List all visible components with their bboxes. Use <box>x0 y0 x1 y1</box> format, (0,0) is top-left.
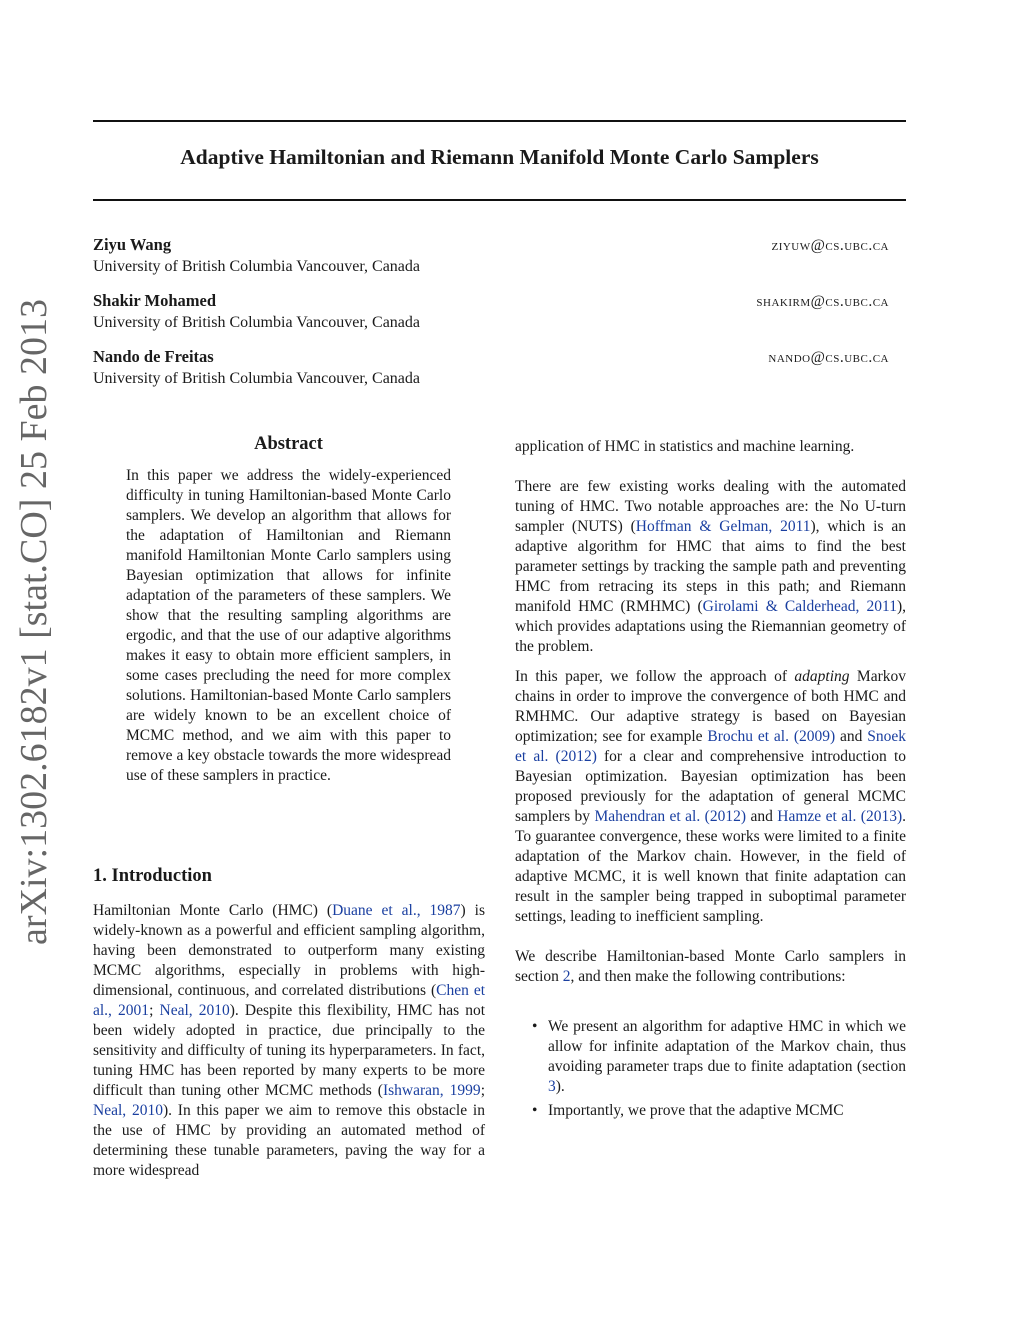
citation-link[interactable]: Hoffman & Gelman, 2011 <box>635 518 811 535</box>
author-affiliation: University of British Columbia Vancouver, Canada <box>93 258 421 275</box>
paragraph: application of HMC in statistics and machine learning. <box>515 438 855 455</box>
text-run: ). In this paper we aim to remove this obstacle in the use of HMC by providing an automated method of determining these tunable parameters, paving the way for a more widespread <box>93 1102 485 1179</box>
citation-link[interactable]: Girolami & Calderhead, 2011 <box>702 598 897 615</box>
list-item <box>515 1101 906 1121</box>
bullet-icon: • <box>532 1102 538 1119</box>
citation-link[interactable]: Snoek et al. (2012) <box>515 728 906 765</box>
citation-link[interactable]: Brochu et al. (2009) <box>707 728 836 745</box>
text-run: and <box>746 808 778 825</box>
author-name: Nando de Freitas <box>93 347 214 366</box>
text-run: In this paper, we follow the approach of <box>515 668 795 685</box>
author-block <box>93 291 889 332</box>
bullet-icon: • <box>532 1018 538 1035</box>
emphasis-text: adapting <box>794 668 850 685</box>
title-bottom-rule <box>93 199 906 201</box>
paper-title: Adaptive Hamiltonian and Riemann Manifold Monte Carlo Samplers <box>180 145 819 169</box>
citation-link[interactable]: Chen et al., 2001 <box>93 982 486 1019</box>
citation-link[interactable]: Neal, 2010 <box>159 1002 230 1019</box>
right-column <box>515 437 906 1125</box>
text-run: ). Despite this flexibility, HMC has not been widely adopted in practice, due principally to the sensitivity and difficulty of tuning its hyperparameters. In fact, tuning HMC has been reported by many experts to be more difficult than tuning other MCMC methods ( <box>93 1002 486 1099</box>
author-affiliation: University of British Columbia Vancouver, Canada <box>93 370 421 387</box>
section-link[interactable]: 2 <box>562 968 571 985</box>
text-run: ) is widely-known as a powerful and efficient sampling algorithm, having been demonstrated to outperform many existing MCMC algorithms, especially in problems with high-dimensional, continuous, and correlated distributions ( <box>93 902 486 999</box>
arxiv-identifier: arXiv:1302.6182v1 [stat.CO] 25 Feb 2013 <box>13 299 55 945</box>
text-run: We describe Hamiltonian-based Monte Carlo samplers in section <box>515 948 906 985</box>
author-email[interactable]: nando@cs.ubc.ca <box>768 349 889 366</box>
citation-link[interactable]: Neal, 2010 <box>93 1102 163 1119</box>
text-run: Markov chains in order to improve the convergence of both HMC and RMHMC. Our adaptive strategy is based on Bayesian optimization; see for example <box>515 668 907 745</box>
citation-link[interactable]: Duane et al., 1987 <box>332 902 461 919</box>
text-run: . To guarantee convergence, these works were limited to a finite adaptation of the Markov chain. However, in the field of adaptive MCMC, it is well known that finite adaptation can result in the sampler being trapped in suboptimal parameter settings, leading to inefficient sampling. <box>515 808 906 925</box>
text-run: ; <box>149 1002 160 1019</box>
author-name: Ziyu Wang <box>93 235 172 254</box>
text-run: ), which is an adaptive algorithm for HMC that aims to find the best parameter settings by tracking the sample path and preventing HMC from retracing its steps in this path; and Riemann manifold HMC (RMHMC) ( <box>515 518 906 615</box>
citation-link[interactable]: Mahendran et al. (2012) <box>594 808 747 825</box>
citation-link[interactable]: Ishwaran, 1999 <box>382 1082 481 1099</box>
text-run: ; <box>480 1082 485 1099</box>
text-run: for a clear and comprehensive introduction to Bayesian optimization. Bayesian optimization has been proposed previously for the adaptation of general MCMC samplers by <box>515 748 906 825</box>
title-top-rule <box>93 120 906 122</box>
text-run: Hamiltonian Monte Carlo (HMC) ( <box>93 902 333 919</box>
citation-link[interactable]: Hamze et al. (2013) <box>777 808 903 825</box>
text-run: There are few existing works dealing with the automated tuning of HMC. Two notable approaches are: the No U-turn sampler (NUTS) ( <box>515 478 906 535</box>
author-block <box>93 347 889 388</box>
text-run: , and then make the following contributions: <box>570 968 846 985</box>
author-email[interactable]: ziyuw@cs.ubc.ca <box>771 237 889 254</box>
text-run: ), which provides adaptations using the Riemannian geometry of the problem. <box>515 598 906 655</box>
section-link[interactable]: 3 <box>548 1078 556 1095</box>
author-affiliation: University of British Columbia Vancouver, Canada <box>93 314 421 331</box>
intro-paragraph <box>93 901 485 1181</box>
author-block <box>93 235 889 276</box>
paragraph <box>515 477 906 657</box>
text-run: ). <box>555 1078 565 1095</box>
abstract-text: In this paper we address the widely-experienced difficulty in tuning Hamiltonian-based Monte Carlo samplers. We develop an algorithm that allows for the adaptation of Hamiltonian and Riemann manifold Hamiltonian Monte Carlo samplers using Bayesian optimization that allows for infinite adaptation of the parameters of these samplers. We show that the resulting sampling algorithms are ergodic, and that the use of our adaptive algorithms makes it easy to obtain more efficient samplers, in some cases precluding the need for more complex solutions. Hamiltonian-based Monte Carlo samplers are widely known to be an excellent choice of MCMC method, and we aim with this paper to remove a key obstacle towards the more widespread use of these samplers in practice. <box>126 467 451 784</box>
text-run: We present an algorithm for adaptive HMC in which we allow for infinite adaptation of the Markov chain, thus avoiding parameter traps due to finite adaptation (section <box>548 1018 906 1075</box>
text-run: Importantly, we prove that the adaptive MCMC <box>548 1102 844 1119</box>
contributions-list <box>515 1017 906 1121</box>
list-item <box>515 1017 906 1097</box>
paragraph <box>515 667 906 927</box>
paragraph <box>515 947 906 987</box>
text-run: and <box>835 728 868 745</box>
author-email[interactable]: shakirm@cs.ubc.ca <box>756 293 889 310</box>
abstract-heading: Abstract <box>254 434 323 454</box>
section-heading-introduction: 1. Introduction <box>93 866 212 886</box>
author-name: Shakir Mohamed <box>93 291 217 310</box>
